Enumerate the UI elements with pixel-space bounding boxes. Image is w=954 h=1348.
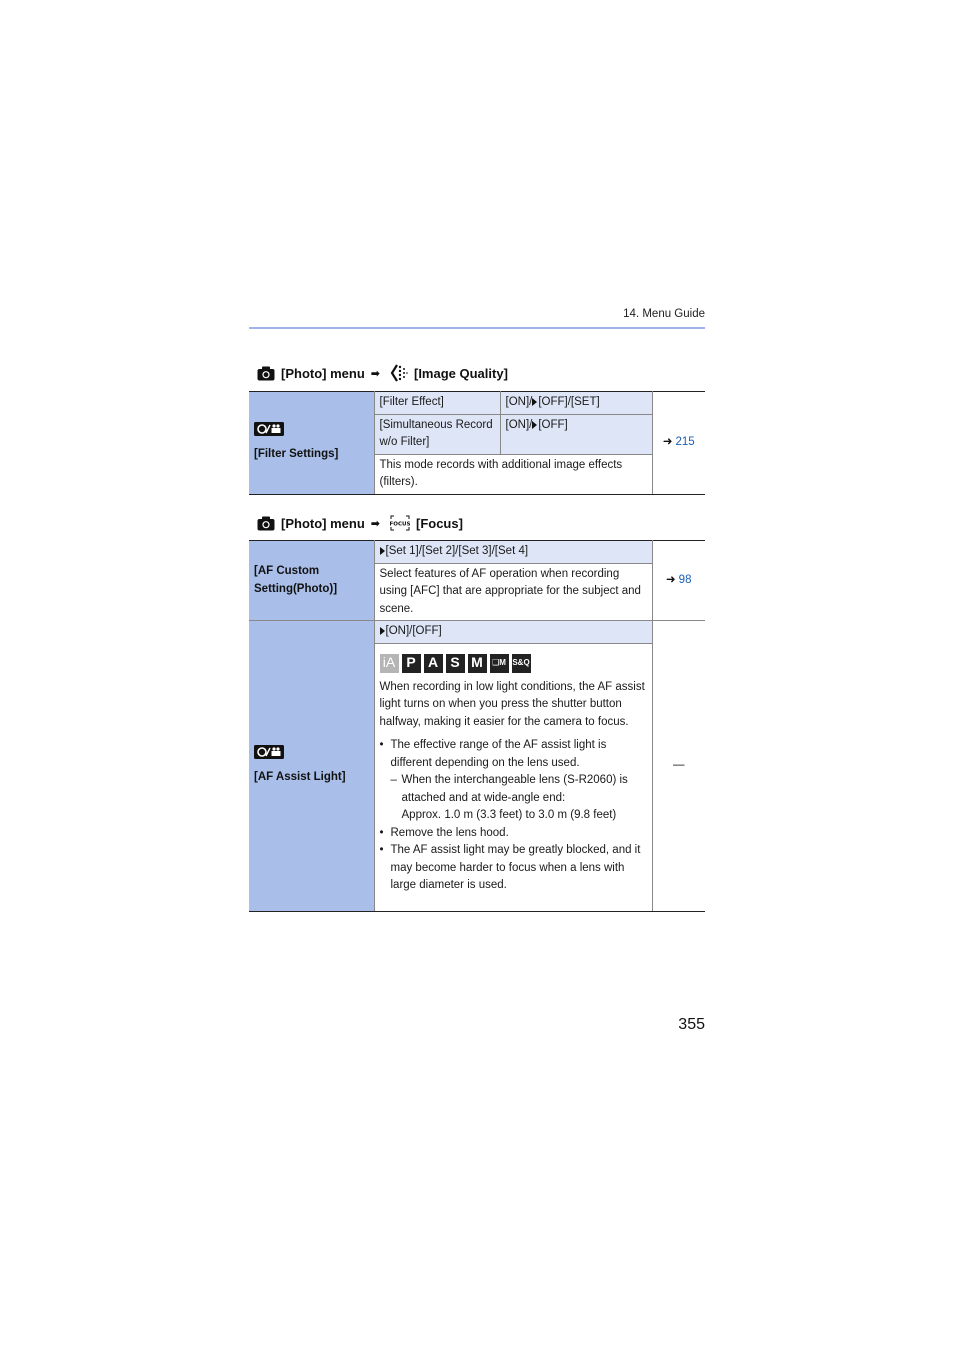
filter-settings-label: [Filter Settings] bbox=[254, 447, 339, 460]
ref-arrow-icon: ➜ bbox=[662, 436, 673, 448]
mode-sq-icon: S&Q bbox=[512, 654, 531, 673]
section-menu-label: [Photo] menu bbox=[281, 515, 365, 531]
photo-video-mode-icon bbox=[254, 745, 369, 766]
mode-p-icon: P bbox=[402, 654, 421, 673]
list-item: – When the interchangeable lens (S-R2060) is attached and at wide-angle end: Approx. 1.0 m (3.3 feet) to 3.0 m (9.8 feet) bbox=[391, 772, 647, 825]
setting-filter-effect: [Filter Effect] bbox=[374, 392, 500, 415]
af-assist-light-label: [AF Assist Light] bbox=[254, 770, 346, 783]
ref-link-98[interactable]: ➜ 98 bbox=[652, 541, 705, 621]
filter-settings-name-cell bbox=[249, 392, 374, 495]
section-heading-focus bbox=[257, 513, 463, 533]
af-assist-light-ref: — bbox=[652, 621, 705, 912]
values-filter-effect: [ON]/ [OFF]/[SET] bbox=[500, 392, 652, 415]
af-assist-light-name-cell bbox=[249, 621, 374, 912]
af-assist-light-values: [ON]/[OFF] bbox=[374, 621, 652, 644]
list-item: • The effective range of the AF assist light is different depending on the lens used. – When the interchangeable lens (S-R2060) is attached and at wide-angle end: Approx. 1.0 m (3.3 feet) to 3.0 m (9.8 feet) bbox=[380, 737, 647, 825]
mode-s-icon: S bbox=[446, 654, 465, 673]
af-assist-light-notes bbox=[380, 737, 647, 895]
camera-icon bbox=[257, 516, 275, 531]
svg-text:FOCUS: FOCUS bbox=[389, 521, 410, 528]
mode-m-icon: M bbox=[468, 654, 487, 673]
focus-table bbox=[249, 540, 705, 912]
af-custom-setting-label: [AF Custom Setting(Photo)] bbox=[254, 565, 338, 595]
photo-video-mode-icon bbox=[254, 422, 369, 443]
header-rule bbox=[249, 327, 705, 329]
mode-creative-video-icon: ❑M bbox=[490, 654, 509, 673]
arrow-icon: ➡ bbox=[370, 517, 380, 530]
af-assist-light-details bbox=[374, 643, 652, 911]
values-simultaneous-record: [ON]/ [OFF] bbox=[500, 414, 652, 454]
section-menu-label: [Photo] menu bbox=[281, 365, 365, 381]
section-heading-image-quality bbox=[257, 363, 508, 383]
mode-ia-icon: iA bbox=[380, 654, 399, 673]
arrow-icon: ➡ bbox=[370, 367, 380, 380]
recording-mode-icons bbox=[380, 654, 647, 673]
ref-link-215[interactable]: ➜ 215 bbox=[652, 392, 705, 495]
af-custom-setting-values: [Set 1]/[Set 2]/[Set 3]/[Set 4] bbox=[374, 541, 652, 564]
section-submenu-label: [Focus] bbox=[415, 515, 463, 531]
camera-icon bbox=[257, 366, 275, 381]
af-custom-setting-name-cell bbox=[249, 541, 374, 621]
af-assist-light-description: When recording in low light conditions, the AF assist light turns on when you press the shutter button halfway, making it easier for the camera to focus. bbox=[379, 680, 645, 728]
setting-simultaneous-record: [Simultaneous Record w/o Filter] bbox=[374, 414, 500, 454]
list-item: • The AF assist light may be greatly blocked, and it may become harder to focus when a lens with large diameter is used. bbox=[380, 842, 647, 895]
af-custom-setting-description: Select features of AF operation when recording using [AFC] that are appropriate for the subject and scene. bbox=[374, 563, 652, 621]
list-item: • Remove the lens hood. bbox=[380, 825, 647, 843]
filter-settings-description: This mode records with additional image effects (filters). bbox=[374, 454, 652, 494]
section-submenu-label: [Image Quality] bbox=[413, 365, 508, 381]
image-quality-icon bbox=[390, 363, 408, 383]
mode-a-icon: A bbox=[424, 654, 443, 673]
filter-settings-table bbox=[249, 391, 705, 495]
ref-arrow-icon: ➜ bbox=[666, 573, 676, 586]
focus-icon bbox=[390, 515, 410, 531]
page-number: 355 bbox=[678, 1016, 705, 1033]
chapter-header: 14. Menu Guide bbox=[623, 308, 705, 320]
